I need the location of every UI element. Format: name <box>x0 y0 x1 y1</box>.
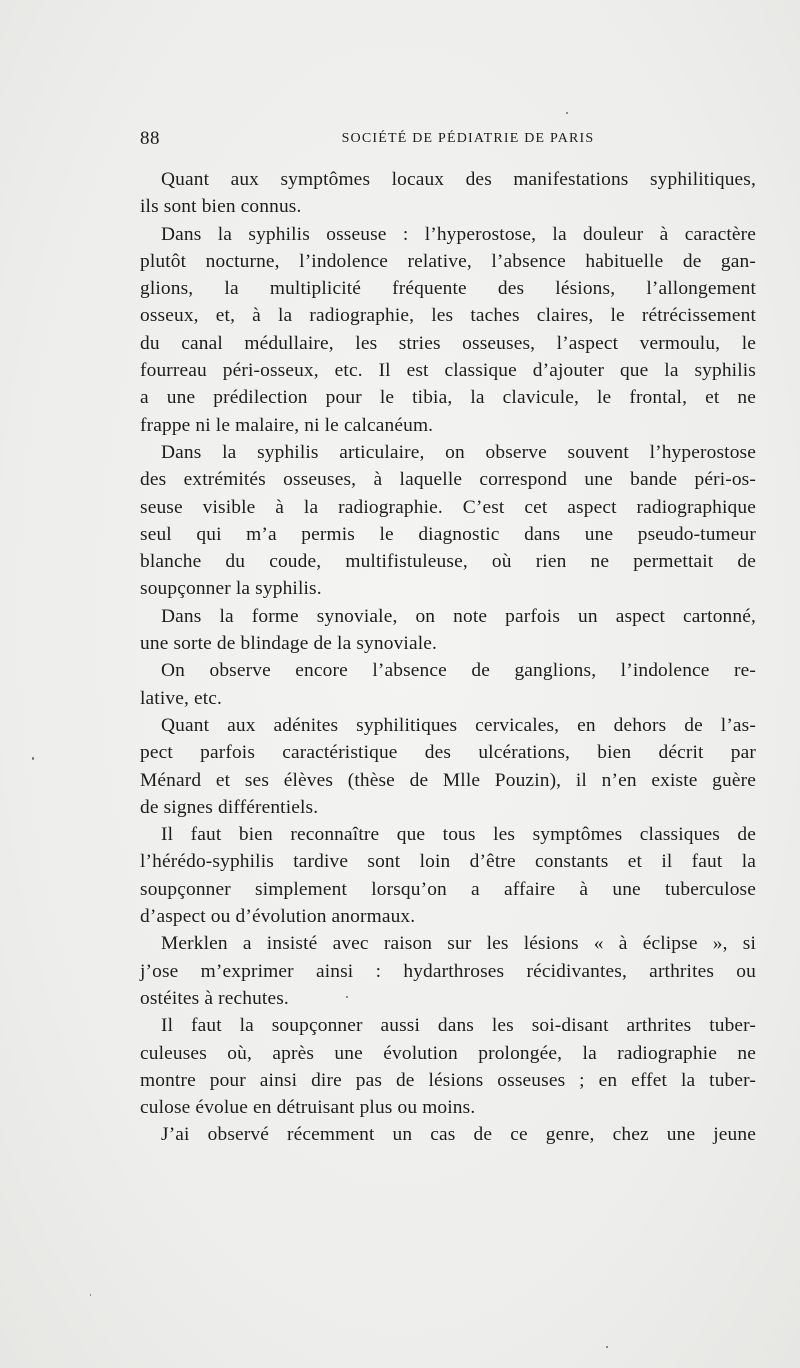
text-line: de signes différentiels. <box>140 796 319 818</box>
text-line: soupçonner simplement lorsqu’on a affaire à une tuberculose <box>140 878 756 900</box>
text-line: Merklen a insisté avec raison sur les lésions « à éclipse », si <box>161 933 756 955</box>
scan-speck <box>90 1294 91 1296</box>
page-number: 88 <box>140 128 160 149</box>
text-line: Il faut bien reconnaître que tous les symptômes classiques de <box>161 824 756 846</box>
running-title: SOCIÉTÉ DE PÉDIATRIE DE PARIS <box>341 131 595 146</box>
text-line: Dans la syphilis articulaire, on observe souvent l’hyperostose <box>161 441 756 463</box>
text-line: On observe encore l’absence de ganglions, l’indolence re- <box>161 660 756 682</box>
text-line: J’ai observé récemment un cas de ce genre, chez une jeune <box>161 1124 756 1146</box>
text-line: une sorte de blindage de la synoviale. <box>140 633 438 655</box>
text-line: ostéites à rechutes. <box>140 987 289 1009</box>
text-line: Dans la syphilis osseuse : l’hyperostose, la douleur à caractère <box>161 223 756 245</box>
text-line: ils sont bien connus. <box>140 196 302 218</box>
text-line: osseux, et, à la radiographie, les taches claires, le rétrécissement <box>140 305 756 327</box>
body-text <box>140 166 756 1149</box>
text-line: l’hérédo-syphilis tardive sont loin d’être constants et il faut la <box>140 851 756 873</box>
text-line: a une prédilection pour le tibia, la clavicule, le frontal, et ne <box>140 387 756 409</box>
text-line: glions, la multiplicité fréquente des lésions, l’allongement <box>140 278 756 300</box>
scan-speck <box>566 112 568 114</box>
scan-speck <box>606 1346 608 1348</box>
text-line: du canal médullaire, les stries osseuses, l’aspect vermoulu, le <box>140 332 756 354</box>
scan-speck <box>346 996 348 998</box>
text-line: des extrémités osseuses, à laquelle correspond une bande péri-os- <box>140 469 756 491</box>
text-line: soupçonner la syphilis. <box>140 578 322 600</box>
text-line: frappe ni le malaire, ni le calcanéum. <box>140 414 434 436</box>
text-line: plutôt nocturne, l’indolence relative, l’absence habituelle de gan- <box>140 250 756 272</box>
text-line: culose évolue en détruisant plus ou moins. <box>140 1097 476 1119</box>
text-line: Quant aux adénites syphilitiques cervicales, en dehors de l’as- <box>161 714 756 736</box>
text-line: j’ose m’exprimer ainsi : hydarthroses récidivantes, arthrites ou <box>140 960 756 982</box>
scan-speck <box>32 757 34 760</box>
text-line: Il faut la soupçonner aussi dans les soi-disant arthrites tuber- <box>161 1015 756 1037</box>
text-line: fourreau péri-osseux, etc. Il est classique d’ajouter que la syphilis <box>140 360 756 382</box>
text-line: blanche du coude, multifistuleuse, où rien ne permettait de <box>140 551 756 573</box>
text-line: Quant aux symptômes locaux des manifestations syphilitiques, <box>161 169 756 190</box>
text-line: Ménard et ses élèves (thèse de Mlle Pouzin), il n’en existe guère <box>140 769 756 791</box>
text-line: lative, etc. <box>140 687 223 709</box>
text-line: d’aspect ou d’évolution anormaux. <box>140 906 416 928</box>
text-line: pect parfois caractéristique des ulcérations, bien décrit par <box>140 742 756 764</box>
text-line: Dans la forme synoviale, on note parfois un aspect cartonné, <box>161 605 756 627</box>
text-line: seul qui m’a permis le diagnostic dans une pseudo-tumeur <box>140 523 756 545</box>
text-line: montre pour ainsi dire pas de lésions osseuses ; en effet la tuber- <box>140 1069 756 1091</box>
text-line: culeuses où, après une évolution prolongée, la radiographie ne <box>140 1042 756 1064</box>
page-header <box>140 128 756 158</box>
text-line: seuse visible à la radiographie. C’est cet aspect radiographique <box>140 496 756 518</box>
